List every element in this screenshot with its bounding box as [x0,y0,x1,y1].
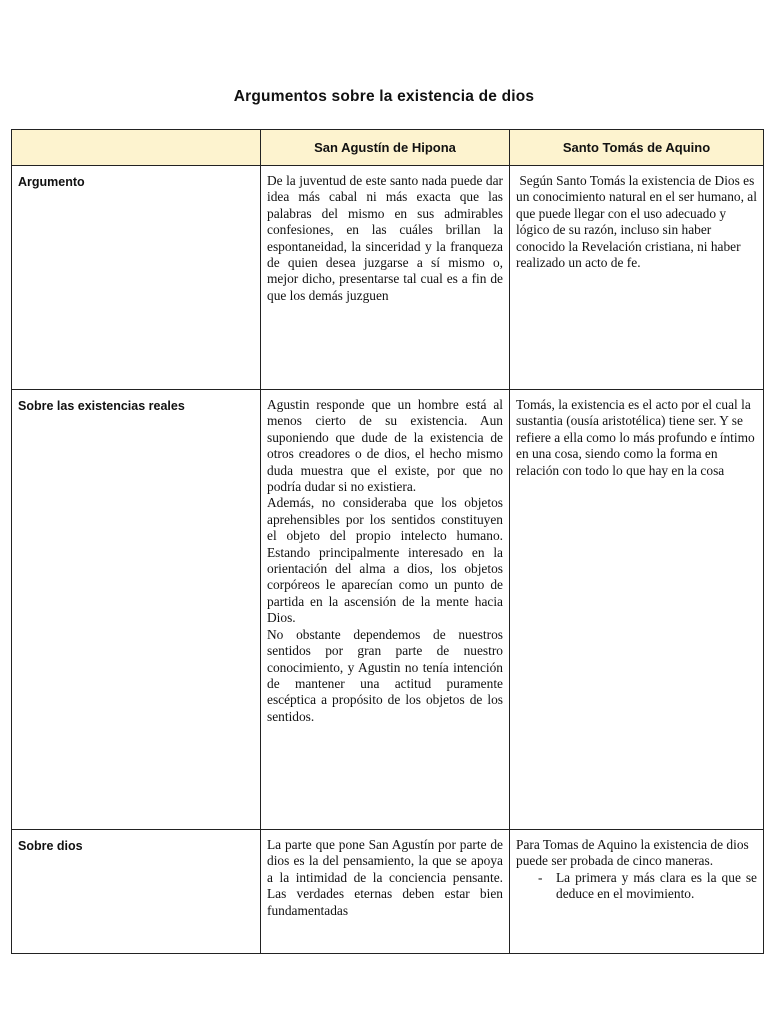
header-agustin: San Agustín de Hipona [261,130,510,166]
header-row [12,130,764,166]
header-corner-cell [12,130,261,166]
cell-tomas-existencias [510,390,764,830]
paragraph: Además, no consideraba que los objetos aprehensibles por los sentidos constituyen el objeto del propio intelecto humano. Estando principalmente interesado en la orientación del alma a dios, los objetos corpóreos le aparecían como un punto de partida en la ascensión de la mente hacia Dios. [267,495,503,626]
comparison-table [11,129,764,954]
paragraph: No obstante dependemos de nuestros sentidos por gran parte de nuestro conocimiento, y Agustin no tenía intención de mantener una actitud puramente escéptica a propósito de los objetos de los sentidos. [267,626,503,724]
row-label-dios: Sobre dios [12,830,261,954]
table-row [12,390,764,830]
paragraph: La parte que pone San Agustín por parte de dios es la del pensamiento, la que se apoya a la intimidad de la conciencia pensante. Las verdades eternas deben estar bien fundamentadas [267,837,503,918]
paragraph: Para Tomas de Aquino la existencia de dios puede ser probada de cinco maneras. [516,837,749,869]
paragraph: Según Santo Tomás la existencia de Dios es un conocimiento natural en el ser humano, al que puede llegar con el uso adecuado y lógico de su razón, incluso sin haber conocido la Revelación cristiana, ni haber realizado un acto de fe. [516,173,761,271]
dash-list [516,870,757,903]
cell-agustin-existencias [261,390,510,830]
paragraph: De la juventud de este santo nada puede dar idea más cabal ni más exacta que las palabras del mismo en sus admirables confesiones, en las cuáles brillan la espontaneidad, la sinceridad y la franqueza de quien desea juzgarse a sí mismo o, mejor dicho, presentarse tal cual es a fin de que los demás juzguen [267,173,503,303]
table-row [12,166,764,390]
row-label-existencias: Sobre las existencias reales [12,390,261,830]
list-item: - La primera y más clara es la que se deduce en el movimiento. [536,870,757,903]
header-tomas: Santo Tomás de Aquino [510,130,764,166]
document-title: Argumentos sobre la existencia de dios [233,88,535,105]
paragraph: Agustin responde que un hombre está al menos cierto de su existencia. Aun suponiendo que dude de la existencia de otros creadores o de dios, el hecho mismo duda muestra que el existe, por que no podría dudar si no existiera. [267,397,503,495]
paragraph: Tomás, la existencia es el acto por el cual la sustantia (ousía aristotélica) tiene ser. Y se refiere a ella como lo más profundo e íntimo en una cosa, siendo como la forma en relación con todo lo que hay en la cosa [516,397,755,478]
row-label-argumento: Argumento [12,166,261,390]
cell-tomas-dios [510,830,764,954]
cell-agustin-argumento [261,166,510,390]
cell-tomas-argumento [510,166,764,390]
cell-agustin-dios [261,830,510,954]
table-row [12,830,764,954]
